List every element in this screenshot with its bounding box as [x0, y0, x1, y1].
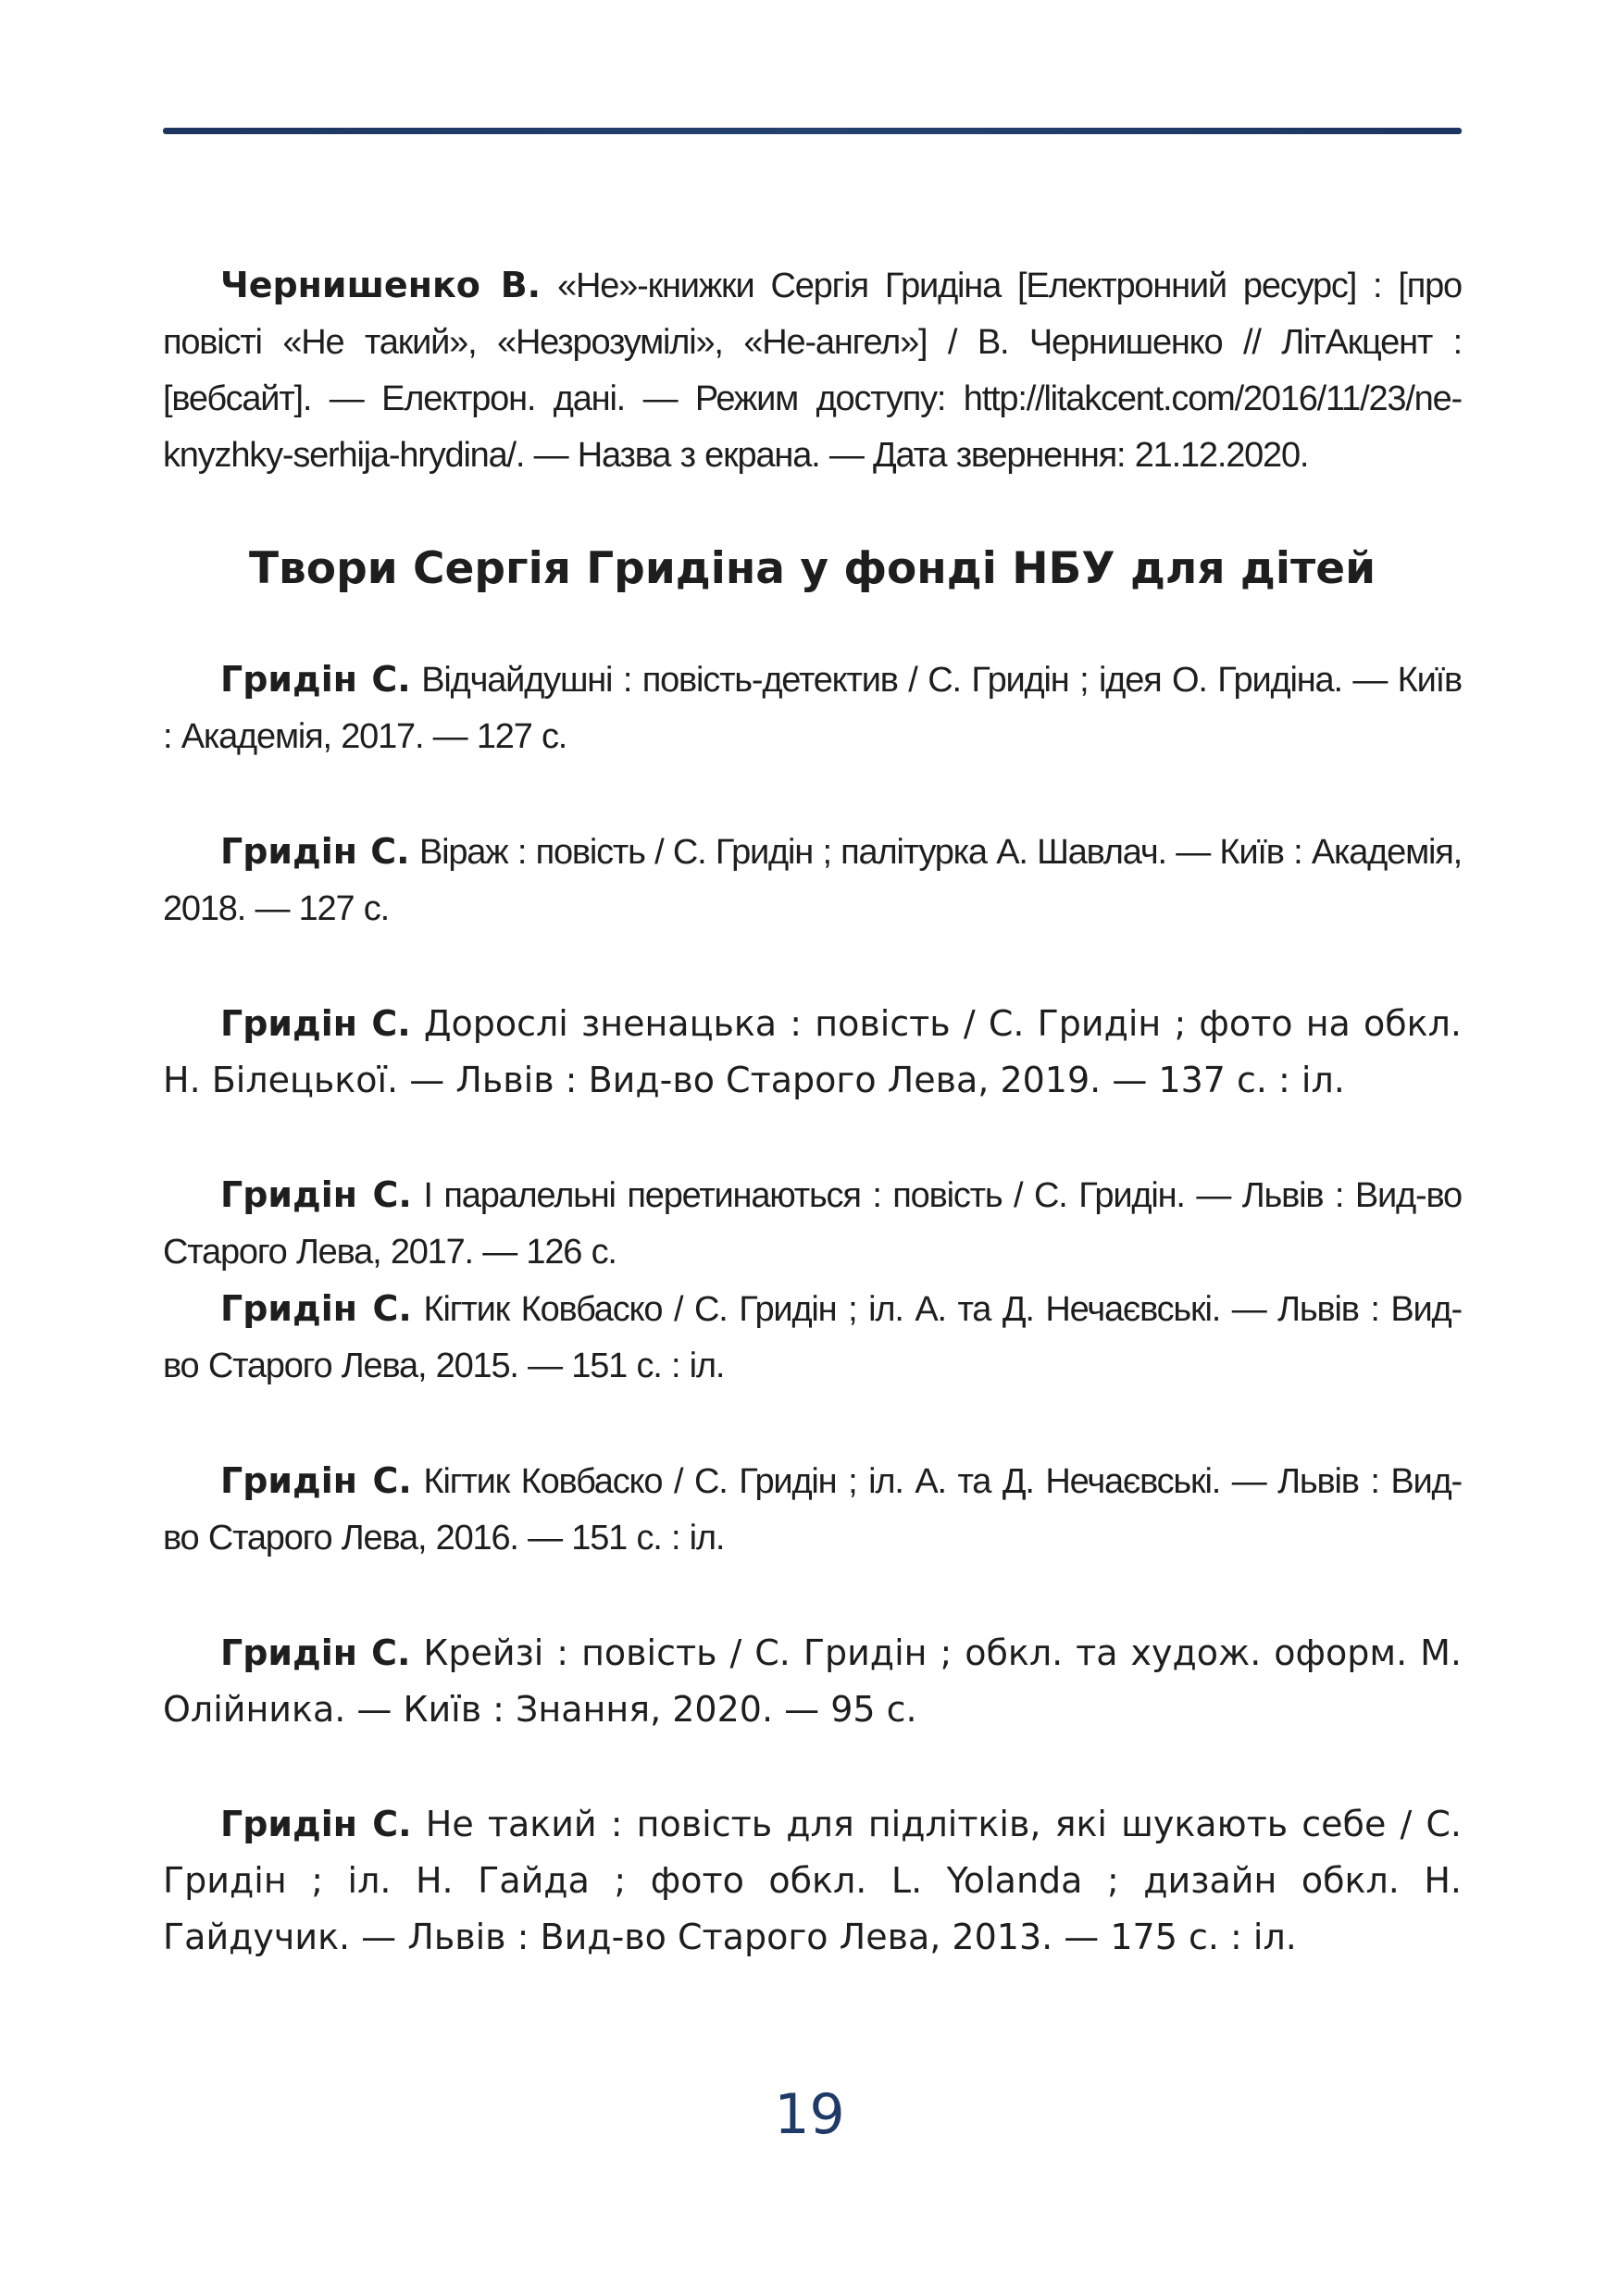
page-number: 19 [774, 2082, 845, 2147]
entry-text: Віраж : повість / С. Гридін ; палітурка А. Шавлач. — Київ : Академія, 2018. — 127 с. [163, 833, 1462, 928]
section-heading: Твори Сергія Гридіна у фонді НБУ для дітей [248, 543, 1376, 594]
bibliography-entry [163, 1167, 1462, 1281]
entry-text: «Не»-книжки Сергія Гридіна [Електронний ресурс] : [про повісті «Не такий», «Незрозумілі», «Не-ангел»] / В. Чернишенко // ЛітАкцент : [вебсайт]. — Електрон. дані. — Режим доступу: http://litakcent.com/2016/11/23/ne-knyzhky-serhija-hrydina/. — Назва з екрана. — Дата звернення: 21.12.2020. [163, 267, 1462, 475]
header-rule [163, 128, 1462, 134]
entry-author: Гридін С. [220, 831, 410, 872]
entry-author: Чернишенко В. [220, 265, 542, 305]
bibliography-entry [163, 652, 1462, 765]
bibliography-entry [163, 257, 1462, 484]
entry-author: Гридін С. [220, 1174, 412, 1215]
entry-author: Гридін С. [220, 1003, 411, 1044]
entry-author: Гридін С. [220, 659, 411, 700]
entry-text: Крейзі : повість / С. Гридін ; обкл. та худож. оформ. М. Олійника. — Київ : Знання, 2020. — 95 с. [163, 1632, 1462, 1730]
bibliography-entry [163, 1625, 1462, 1738]
entry-text: Відчайдушні : повість-детектив / С. Гридін ; ідея О. Гридіна. — Київ : Академія, 2017. — 127 с. [163, 661, 1462, 756]
entry-author: Гридін С. [220, 1288, 412, 1329]
bibliography-entry [163, 996, 1462, 1109]
entry-text: Кігтик Ковбаско / С. Гридін ; іл. А. та Д. Нечаєвські. — Львів : Вид-во Старого Лева, 2015. — 151 с. : іл. [163, 1290, 1462, 1385]
entry-text: І паралельні перетинаються : повість / С. Гридін. — Львів : Вид-во Старого Лева, 2017. — 126 с. [163, 1176, 1462, 1272]
bibliography-entry [163, 1281, 1462, 1395]
entry-text: Дорослі зненацька : повість / С. Гридін ; фото на обкл. Н. Білецької. — Львів : Вид-во Старого Лева, 2019. — 137 с. : іл. [163, 1003, 1462, 1100]
entry-text: Не такий : повість для підлітків, які шукають себе / С. Гридін ; іл. Н. Гайда ; фото обкл. L. Yolanda ; дизайн обкл. Н. Гайдучик. — Львів : Вид-во Старого Лева, 2013. — 175 с. : іл. [163, 1804, 1462, 1957]
entry-author: Гридін С. [220, 1804, 412, 1844]
entry-text: Кігтик Ковбаско / С. Гридін ; іл. А. та Д. Нечаєвські. — Львів : Вид-во Старого Лева, 2016. — 151 с. : іл. [163, 1462, 1462, 1558]
bibliography-entry [163, 1796, 1462, 1966]
bibliography-entry [163, 1453, 1462, 1567]
bibliography-entry [163, 824, 1462, 937]
entry-author: Гридін С. [220, 1460, 412, 1501]
entry-author: Гридін С. [220, 1632, 411, 1673]
bibliography-content [163, 257, 1462, 1966]
